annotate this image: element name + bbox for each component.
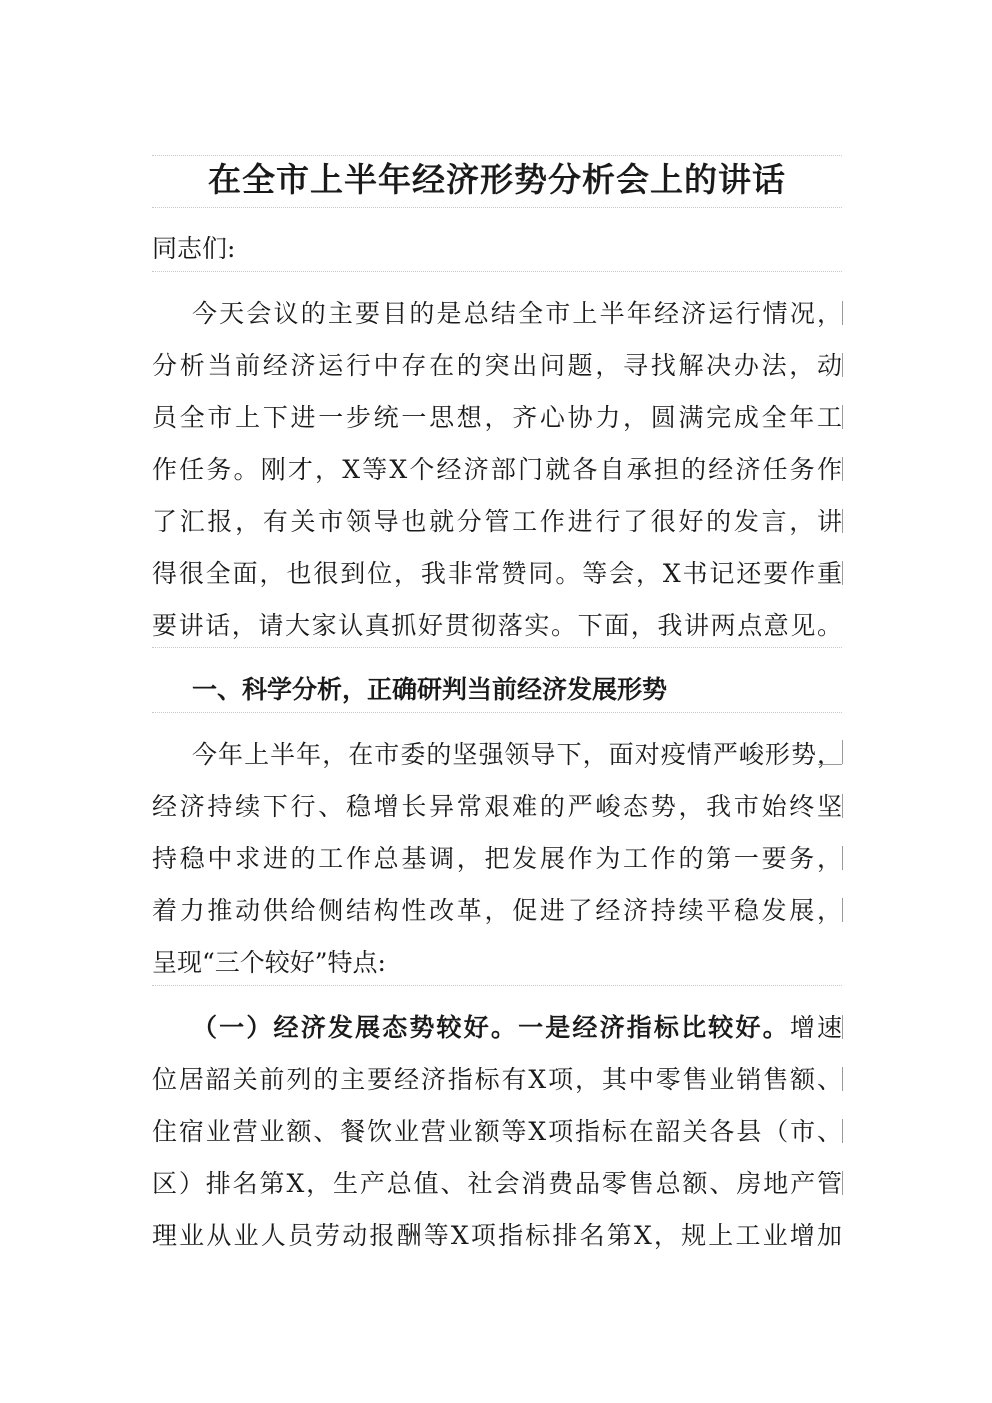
para3-line: 位居韶关前列的主要经济指标有X项，其中零售业销售额、	[152, 1065, 842, 1094]
para2-line: 着力推动供给侧结构性改革，促进了经济持续平稳发展，	[152, 896, 842, 925]
paragraph-separator	[152, 985, 842, 986]
para3-lead-tail: 增速	[789, 1013, 842, 1042]
para3-line: 理业从业人员劳动报酬等X项指标排名第X，规上工业增加	[152, 1221, 842, 1250]
para3-first-line	[192, 1013, 842, 1043]
para2-line: 持稳中求进的工作总基调，把发展作为工作的第一要务，	[152, 844, 842, 873]
para1-line: 得很全面，也很到位，我非常赞同。等会，X书记还要作重	[152, 559, 842, 588]
line-end-marker	[842, 457, 843, 481]
paragraph-separator	[152, 647, 842, 648]
line-end-marker	[842, 898, 843, 922]
salutation: 同志们:	[152, 234, 236, 263]
para2-line: 今年上半年，在市委的坚强领导下，面对疫情严峻形势，	[192, 740, 842, 769]
para3-line: 住宿业营业额、餐饮业营业额等X项指标在韶关各县（市、	[152, 1117, 842, 1146]
line-end-marker	[842, 740, 843, 764]
para2-line: 呈现“三个较好”特点:	[152, 948, 386, 977]
para1-line: 要讲话，请大家认真抓好贯彻落实。下面，我讲两点意见。	[152, 611, 842, 640]
para3-line: 区）排名第X，生产总值、社会消费品零售总额、房地产管	[152, 1169, 842, 1198]
paragraph-separator	[152, 712, 842, 713]
para1-line: 作任务。刚才，X等X个经济部门就各自承担的经济任务作	[152, 455, 842, 484]
para1-line: 分析当前经济运行中存在的突出问题，寻找解决办法，动	[152, 351, 842, 380]
line-end-marker	[842, 353, 843, 377]
document-title: 在全市上半年经济形势分析会上的讲话	[208, 160, 786, 199]
line-end-marker	[842, 794, 843, 818]
line-end-marker	[842, 1119, 843, 1143]
para1-line: 员全市上下进一步统一思想，齐心协力，圆满完成全年工	[152, 403, 842, 432]
para3-bold-lead: （一）经济发展态势较好。一是经济指标比较好。	[192, 1013, 790, 1042]
paragraph-separator	[152, 271, 842, 272]
para1-line: 今天会议的主要目的是总结全市上半年经济运行情况，	[192, 299, 842, 328]
line-end-marker	[842, 405, 843, 429]
title-bottom-rule	[152, 207, 842, 208]
line-end-marker	[842, 1171, 843, 1195]
para1-line: 了汇报，有关市领导也就分管工作进行了很好的发言，讲	[152, 507, 842, 536]
line-end-marker	[842, 1015, 843, 1039]
line-end-marker	[842, 509, 843, 533]
section-heading: 一、科学分析，正确研判当前经济发展形势	[192, 675, 668, 704]
line-end-marker	[842, 561, 843, 585]
title-top-rule	[152, 155, 842, 156]
line-end-marker	[842, 1067, 843, 1091]
para2-line: 经济持续下行、稳增长异常艰难的严峻态势，我市始终坚	[152, 792, 842, 821]
line-end-marker	[842, 301, 843, 325]
line-end-marker	[842, 846, 843, 870]
